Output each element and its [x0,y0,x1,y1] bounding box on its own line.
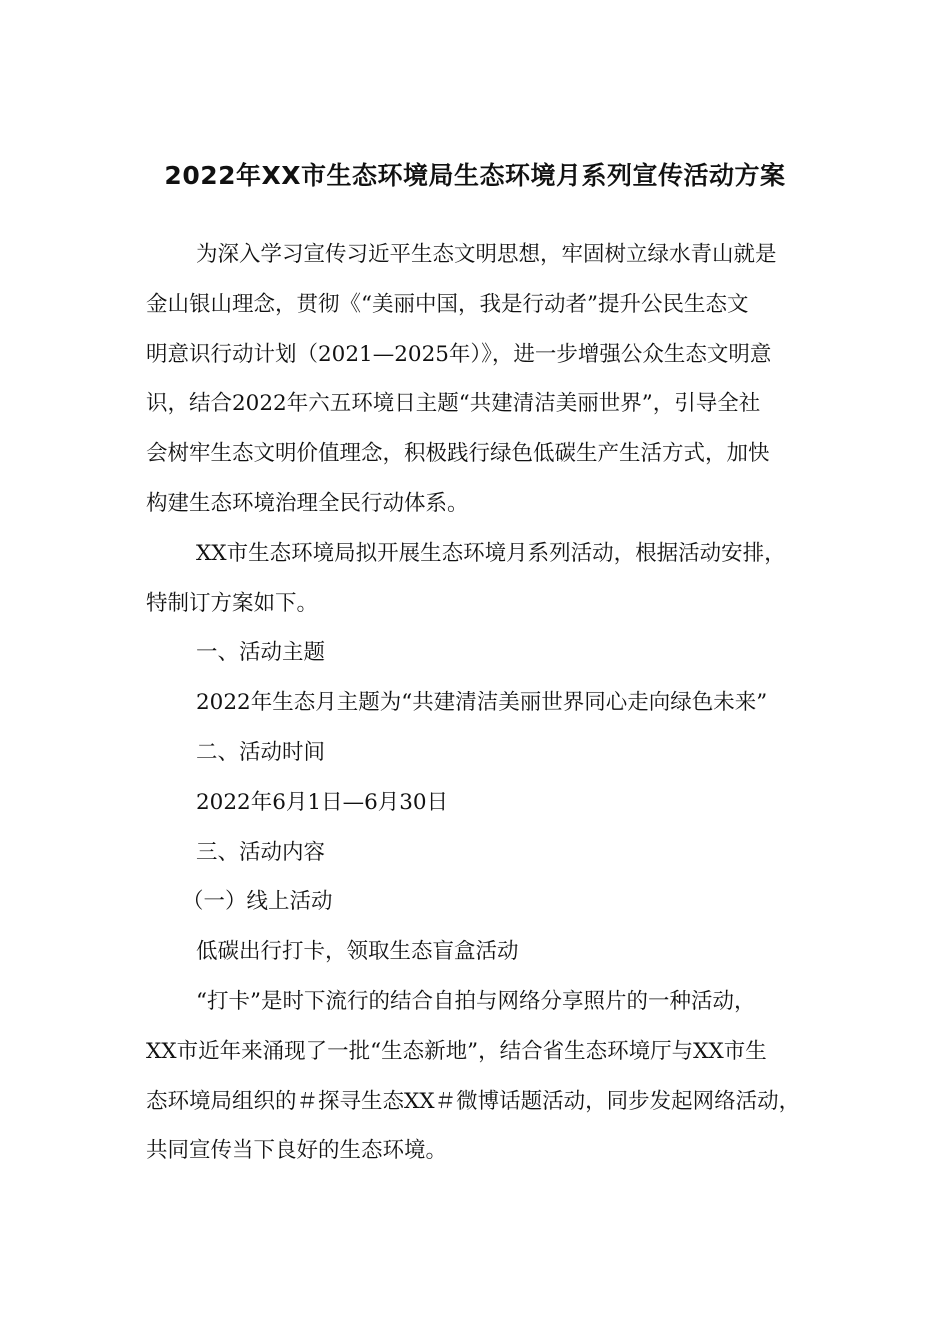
section-2-text: 2022年6月1日—6月30日 [196,789,449,815]
document-body [146,230,806,1176]
paragraph-1-line-2: 金山银山理念，贯彻《“美丽中国，我是行动者”提升公民生态文 [146,291,749,317]
paragraph-1-line-5: 会树牢生态文明价值理念，积极践行绿色低碳生产生活方式，加快 [146,441,770,467]
section-1-heading: 一、活动主题 [196,640,326,666]
paragraph-3-line-2: XX市近年来涌现了一批“生态新地”，结合省生态环境厅与XX市生 [146,1038,767,1064]
paragraph-1-line-6: 构建生态环境治理全民行动体系。 [146,490,469,516]
paragraph-1-line-3: 明意识行动计划（2021—2025年）》，进一步增强公众生态文明意 [146,341,772,367]
section-1-text: 2022年生态月主题为“共建清洁美丽世界同心走向绿色未来” [196,690,768,716]
subsection-1-title: 低碳出行打卡，领取生态盲盒活动 [196,939,519,965]
paragraph-1-line-4: 识，结合2022年六五环境日主题“共建清洁美丽世界”，引导全社 [146,391,761,417]
subsection-1-heading: （一）线上活动 [182,889,333,915]
paragraph-3-line-3: 态环境局组织的＃探寻生态XX＃微博话题活动，同步发起网络活动， [146,1088,801,1114]
paragraph-2-line-2: 特制订方案如下。 [146,590,319,616]
document-title: 2022年XX市生态环境局生态环境月系列宣传活动方案 [164,161,786,190]
paragraph-3-line-4: 共同宣传当下良好的生态环境。 [146,1138,448,1164]
section-3-heading: 三、活动内容 [196,839,326,865]
paragraph-1-line-1: 为深入学习宣传习近平生态文明思想，牢固树立绿水青山就是 [196,242,777,267]
paragraph-2-line-1: XX市生态环境局拟开展生态环境月系列活动，根据活动安排， [196,540,786,566]
paragraph-3-line-1: “打卡”是时下流行的结合自拍与网络分享照片的一种活动， [196,988,756,1014]
section-2-heading: 二、活动时间 [196,739,326,765]
